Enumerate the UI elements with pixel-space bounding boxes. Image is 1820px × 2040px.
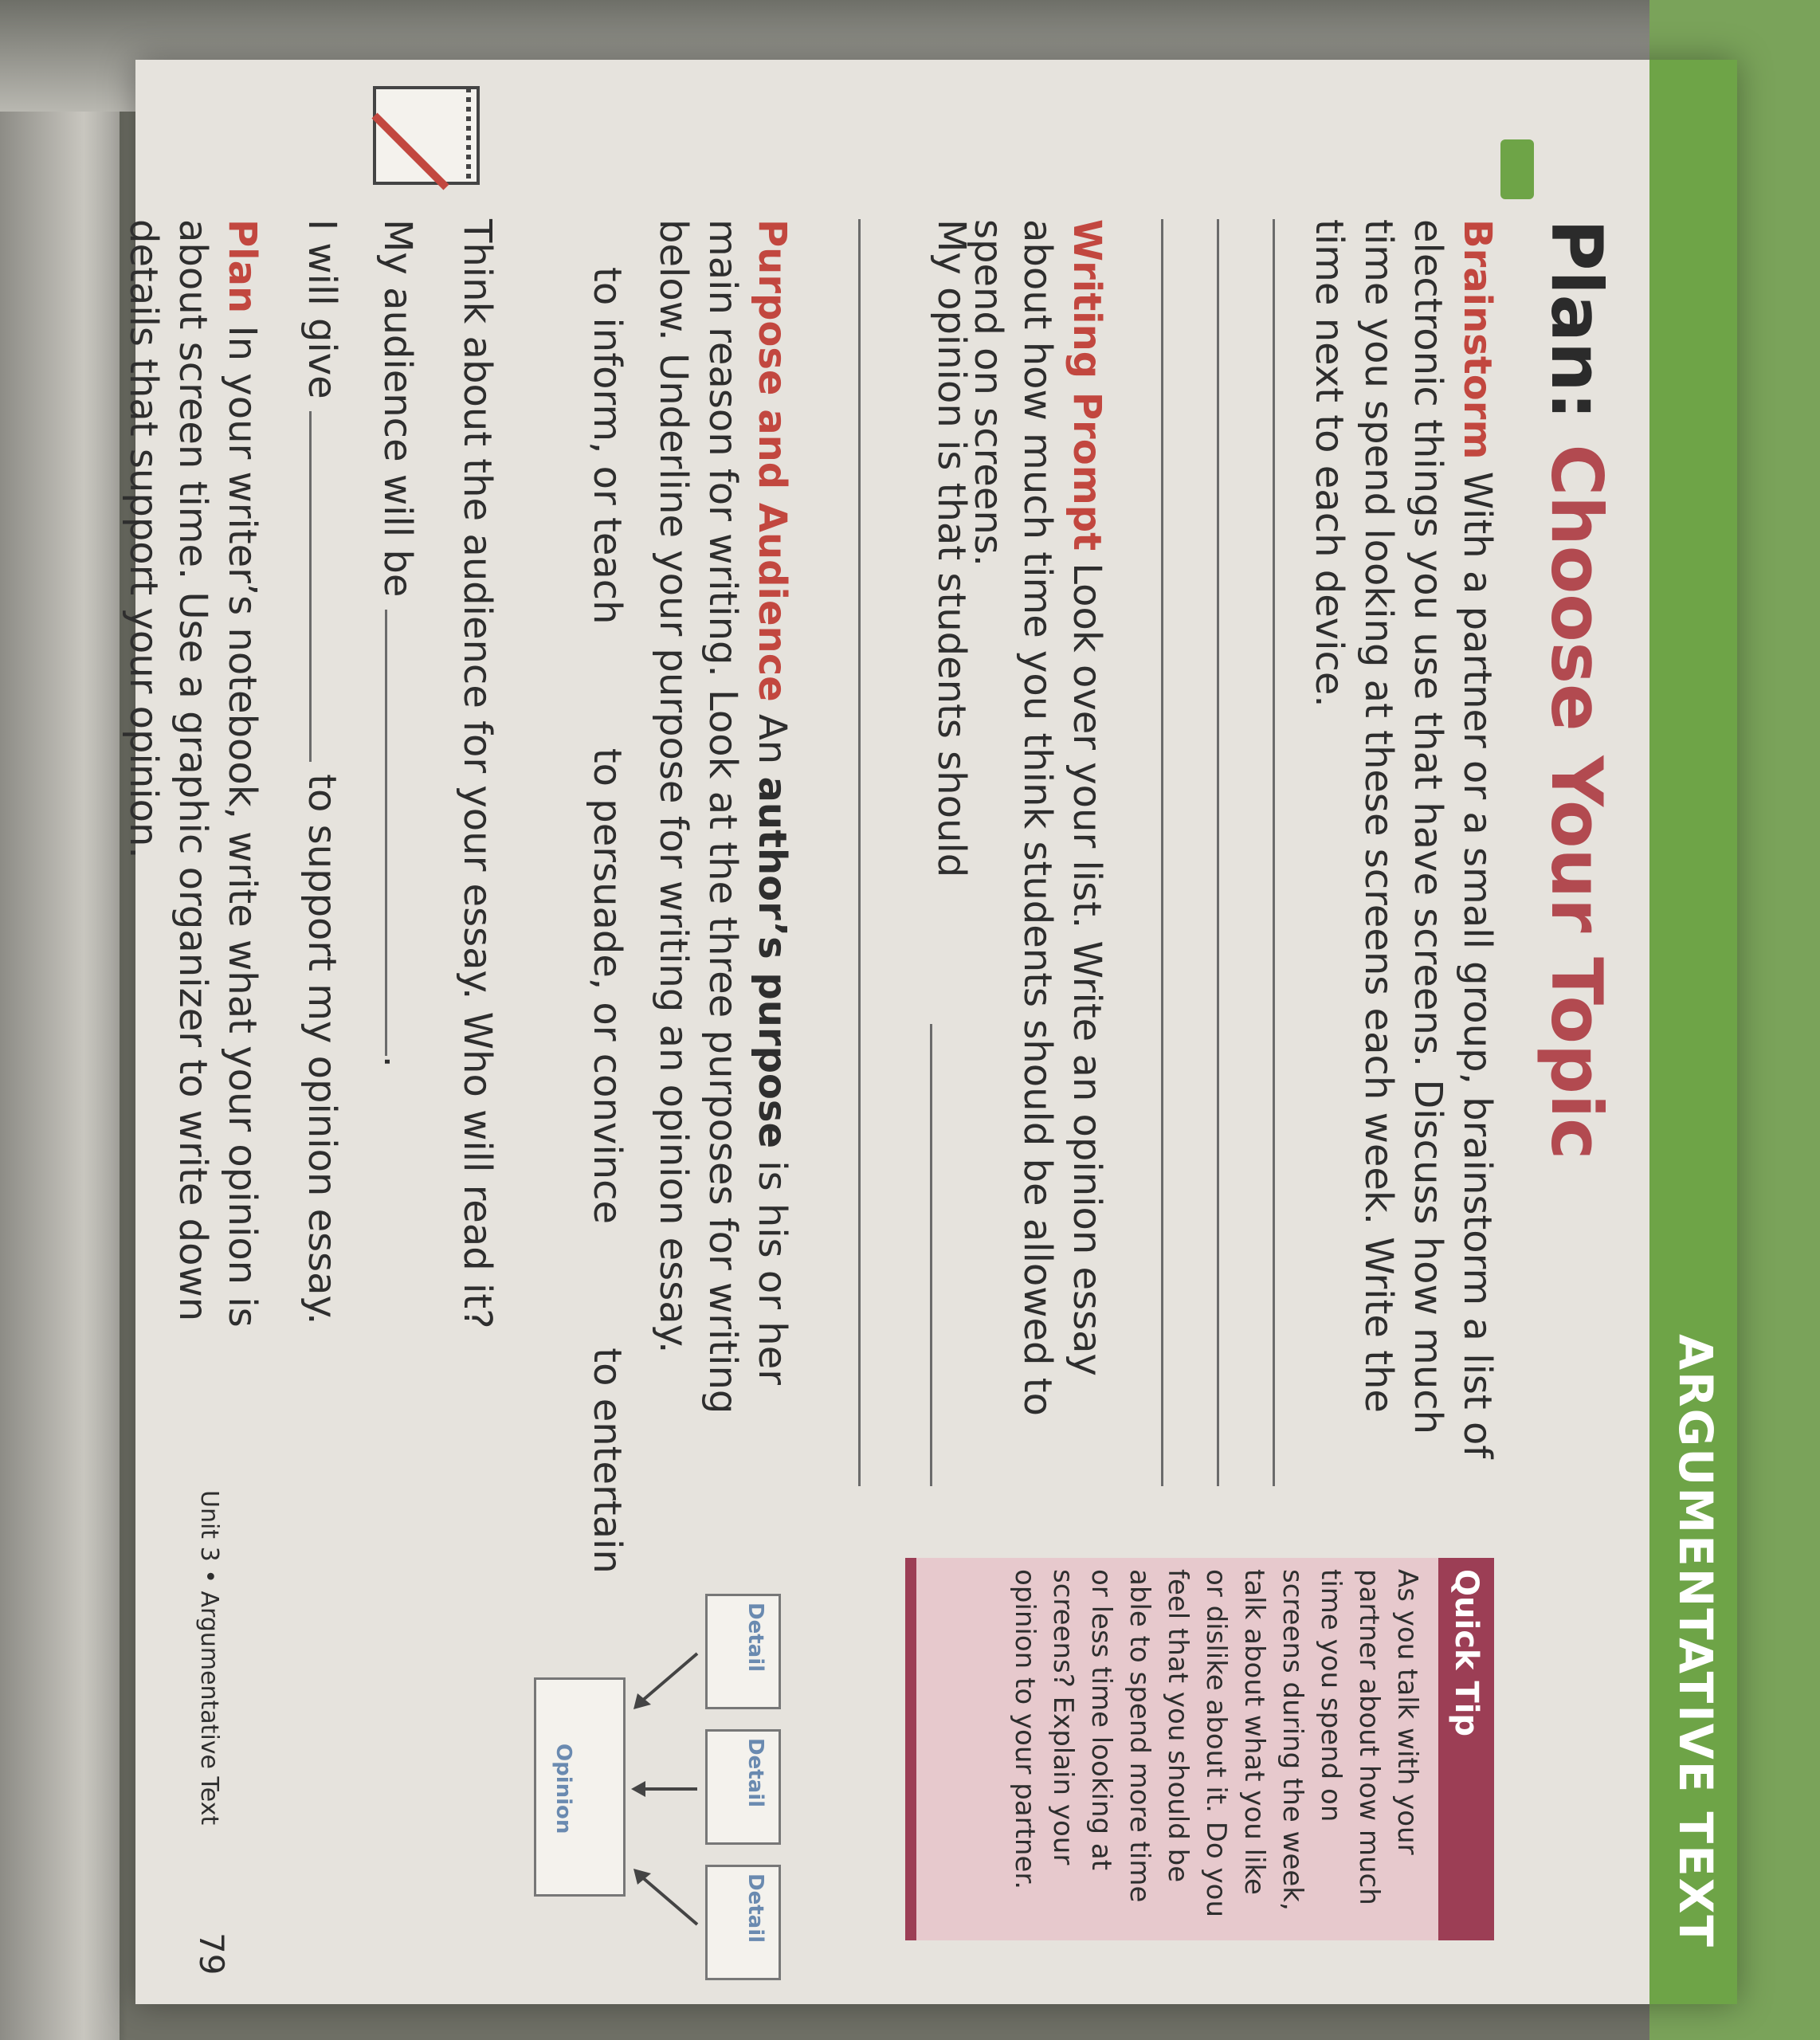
workbook-page — [121, 60, 1737, 2004]
organizer-opinion-label: Opinion — [551, 1744, 575, 1834]
page-number: 79 — [192, 1932, 231, 1975]
organizer-detail-label-3: Detail — [743, 1873, 767, 1944]
writing-prompt-text: Look over your list. Write an opinion essay about how much time you think students should be allowed to spend on screens. — [966, 219, 1109, 1416]
unit-footer: Unit 3 • Argumentative Text — [195, 1490, 223, 1826]
brainstorm-text: With a partner or a small group, brainstorm a list of electronic things you use that have screens. Discuss how much time you spend looking at these screens each week. Write the time next to each device. — [1307, 219, 1500, 1459]
title-prefix: Plan: — [1536, 219, 1618, 445]
opinion-blank[interactable] — [930, 1024, 932, 1486]
purpose-text-before: An — [750, 713, 794, 765]
organizer-detail-box-2[interactable] — [705, 1729, 781, 1845]
audience-end: . — [375, 1055, 420, 1068]
organizer-arrows — [626, 1646, 701, 1932]
organizer-opinion-box[interactable] — [534, 1677, 626, 1897]
organizer-detail-box-1[interactable] — [705, 1594, 781, 1709]
give-end: to support my opinion essay. — [300, 774, 344, 1325]
writing-prompt-paragraph — [963, 219, 1112, 1486]
purpose-text-after: is his or her main reason for writing. Look at the three purposes for writing below. Underline your purpose for writing an opinion essay. — [651, 219, 794, 1414]
opinion-sentence — [927, 219, 976, 1486]
quick-tip-box — [905, 1558, 1494, 1940]
purpose-label: Purpose and Audience — [750, 219, 794, 702]
brainstorm-label: Brainstorm — [1455, 219, 1500, 460]
purpose-option-entertain[interactable]: to entertain — [585, 1348, 630, 1574]
brainstorm-answer-line-1[interactable] — [1273, 219, 1275, 1486]
plan-text: In your writer’s notebook, write what your opinion is about screen time. Use a graphic organizer to write down details that support your opinion. — [121, 219, 265, 1328]
purpose-option-persuade[interactable]: to persuade, or convince — [585, 747, 630, 1225]
audience-starter: My audience will be — [375, 219, 420, 598]
organizer-detail-box-3[interactable] — [705, 1865, 781, 1980]
audience-blank[interactable] — [385, 610, 387, 1056]
purpose-bold-term: author’s purpose — [750, 776, 794, 1149]
section-label: ARGUMENTATIVE TEXT — [1669, 1334, 1723, 1948]
plan-paragraph — [119, 219, 267, 1375]
give-starter: I will give — [300, 219, 344, 399]
organizer-detail-label-2: Detail — [743, 1738, 767, 1808]
brainstorm-paragraph — [1304, 219, 1502, 1486]
opinion-answer-line[interactable] — [858, 219, 861, 1486]
previous-page-edge — [0, 0, 120, 2040]
quick-tip-text: As you talk with your partner about how much time you spend on screens during the week, talk about what you like or dislike about it. Do you feel that you should be able to spend more time or less time looking at screens? Explain your opinion to your partner. — [1009, 1569, 1423, 1917]
notebook-icon — [359, 68, 494, 203]
collaborate-icon — [1500, 139, 1534, 199]
opinion-starter: My opinion is that students should — [929, 219, 974, 878]
title-accent: Choose Your Topic — [1536, 444, 1618, 1160]
purpose-paragraph — [649, 219, 797, 1486]
organizer-detail-label-1: Detail — [743, 1603, 767, 1673]
audience-question: Think about the audience for your essay. Who will read it? — [455, 219, 500, 1329]
quick-tip-heading: Quick Tip — [1438, 1558, 1494, 1940]
purpose-options — [585, 267, 630, 1685]
brainstorm-answer-line-2[interactable] — [1217, 219, 1219, 1486]
page-title — [1536, 219, 1618, 1159]
brainstorm-answer-line-3[interactable] — [1161, 219, 1163, 1486]
writing-prompt-label: Writing Prompt — [1065, 219, 1109, 551]
section-header-bar — [1649, 60, 1737, 2004]
plan-label: Plan — [220, 219, 265, 314]
support-sentence — [297, 219, 347, 1486]
give-blank[interactable] — [309, 411, 312, 762]
audience-sentence — [373, 219, 422, 1486]
purpose-option-inform[interactable]: to inform, or teach — [585, 267, 630, 625]
